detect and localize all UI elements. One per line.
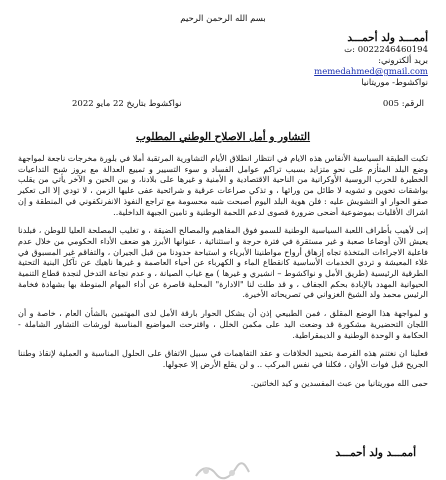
letter-date: نواكشوط بتاريخ 22 مايو 2022 <box>72 99 182 109</box>
sender-city: نواكشوط- موريتانيا <box>361 78 428 88</box>
body-paragraph-3: و لمواجهة هذا الوضع المقلق ، فمن الطبيعي إذن أن يشكل الحوار بارقة الأمل لدى المهتمين بالشأن العام ، خاصة و أن اللجان التحضيرية مشكورة قد وضعت اليد على مكمن الخلل ، واقترحت المواضيع المناسبة لورشات التشاور الشاملة - الحكامة و الوحدة الوطنية و الديمقراطية. <box>18 308 428 340</box>
stamp-mark <box>192 462 252 480</box>
basmala: بسم الله الرحمن الرحيم <box>180 14 266 24</box>
sender-block <box>278 31 428 89</box>
signature-name: أممـــد ولد أحمـــد <box>335 447 416 459</box>
sender-email-link[interactable]: memedahmed@gmail.com <box>314 67 428 77</box>
letter-title: التشاور و أمل الاصلاح الوطني المطلوب <box>135 131 311 143</box>
sender-phone: 0022246460194 :ت <box>344 45 428 55</box>
body-paragraph-4: فعلينا ان نغتنم هذه الفرصة بتحييد الخلافات و عقد التفاهمات في سبيل الاتفاق على الحلول المناسبة و العملية لإنقاذ وطننا الجريح قبل فوات الأوان ، فكلنا في نفس المركب .. و لن يقلع الأرض إلا عجولها. <box>18 348 428 369</box>
sender-name: أممـــد ولد أحمـــد <box>347 32 428 44</box>
letter-body <box>18 153 428 396</box>
body-paragraph-1: تكبت الطبقة السياسية الأنفاس هذه الايام في انتظار انطلاق الأيام التشاورية المرتقبة أملا في بلورة مخرجات ناجعة لمواجهة وضع البلد المتأزم على نحو متزايد بسبب تراكم عوامل الفساد و سوء التسيير و تمييع العدالة مع بروز شبح التداعيات الخطيرة للحرب الروسية الأوكرانية من الناحية الاقتصادية و الأمنية و غيرها على بلادنا، و بين الحين و الآخر يأتي من يقلب بواشقات تخوين و تشويه لا طائل من ورائها ، و تذكي صراعات عرقية و شرائحية عفى عليها الزمن ، لا تودي إلا الى تعكير صفو الحوار او التشويش عليه : فلن هوية البلد اليوم أصبحت شبه محسومة مع تراجع النفوذ الانفرنكفوني في المنطقة و إن اشراك الأقليات بموضوعية أضحى ضرورة قصوى لدعم اللحمة الوطنية و تامين الجبهة الداخلية.. <box>18 153 428 217</box>
sender-email-prefix: بريد ألكتروني: <box>378 56 428 66</box>
letter-reference: الرقم: 005 <box>382 99 424 109</box>
sender-email-line <box>278 56 428 78</box>
body-paragraph-2: إنى لأهيب بأطراف اللعبة السياسية الوطنية للسمو فوق المفاهيم والمصالح الضيقة ، و تغليب المصلحة العليا للوطن ، فبلدنا يعيش الآن أوضاعا صعبة و غير مستقرة في فترة حرجة و استثنائية ، عنوانها الأبرز هو ضعف الأداء الحكومي من خلال عدم فاعلية الاجراءات المتخذة تجاه إزهاق أرواح مواطنينا الأبرياء و استباحة حدودنا من قبل الجيران ، والتفاقم غير المسبوق في غلاء المعيشة و تردي الخدمات الأساسية كانقطاع الماء و الكهرباء عن أحياء العاصمة و غيرها ناهيك عن تآكل البنية التحتية الطرقية الرئيسية (طريق الأمل و نواكشوط – انشيري و غيرها ) مع غياب الصيانة ، و عدم نجاعة التدخل لنجدة قطاع التنمية الحيوانية المهدد بالإبادة بحكم الجفاف ، و قد طلت لنا "الادارة" المحلية قاصرة عن أداء المهام المنوطة بها بشهادة فخامة الرئيس محمد ولد الشيخ الغزواني في تصريحاته الأخيرة. <box>18 225 428 300</box>
body-paragraph-5: حمى الله موريتانيا من عبث المفسدين و كيد الخائنين. <box>250 377 428 388</box>
